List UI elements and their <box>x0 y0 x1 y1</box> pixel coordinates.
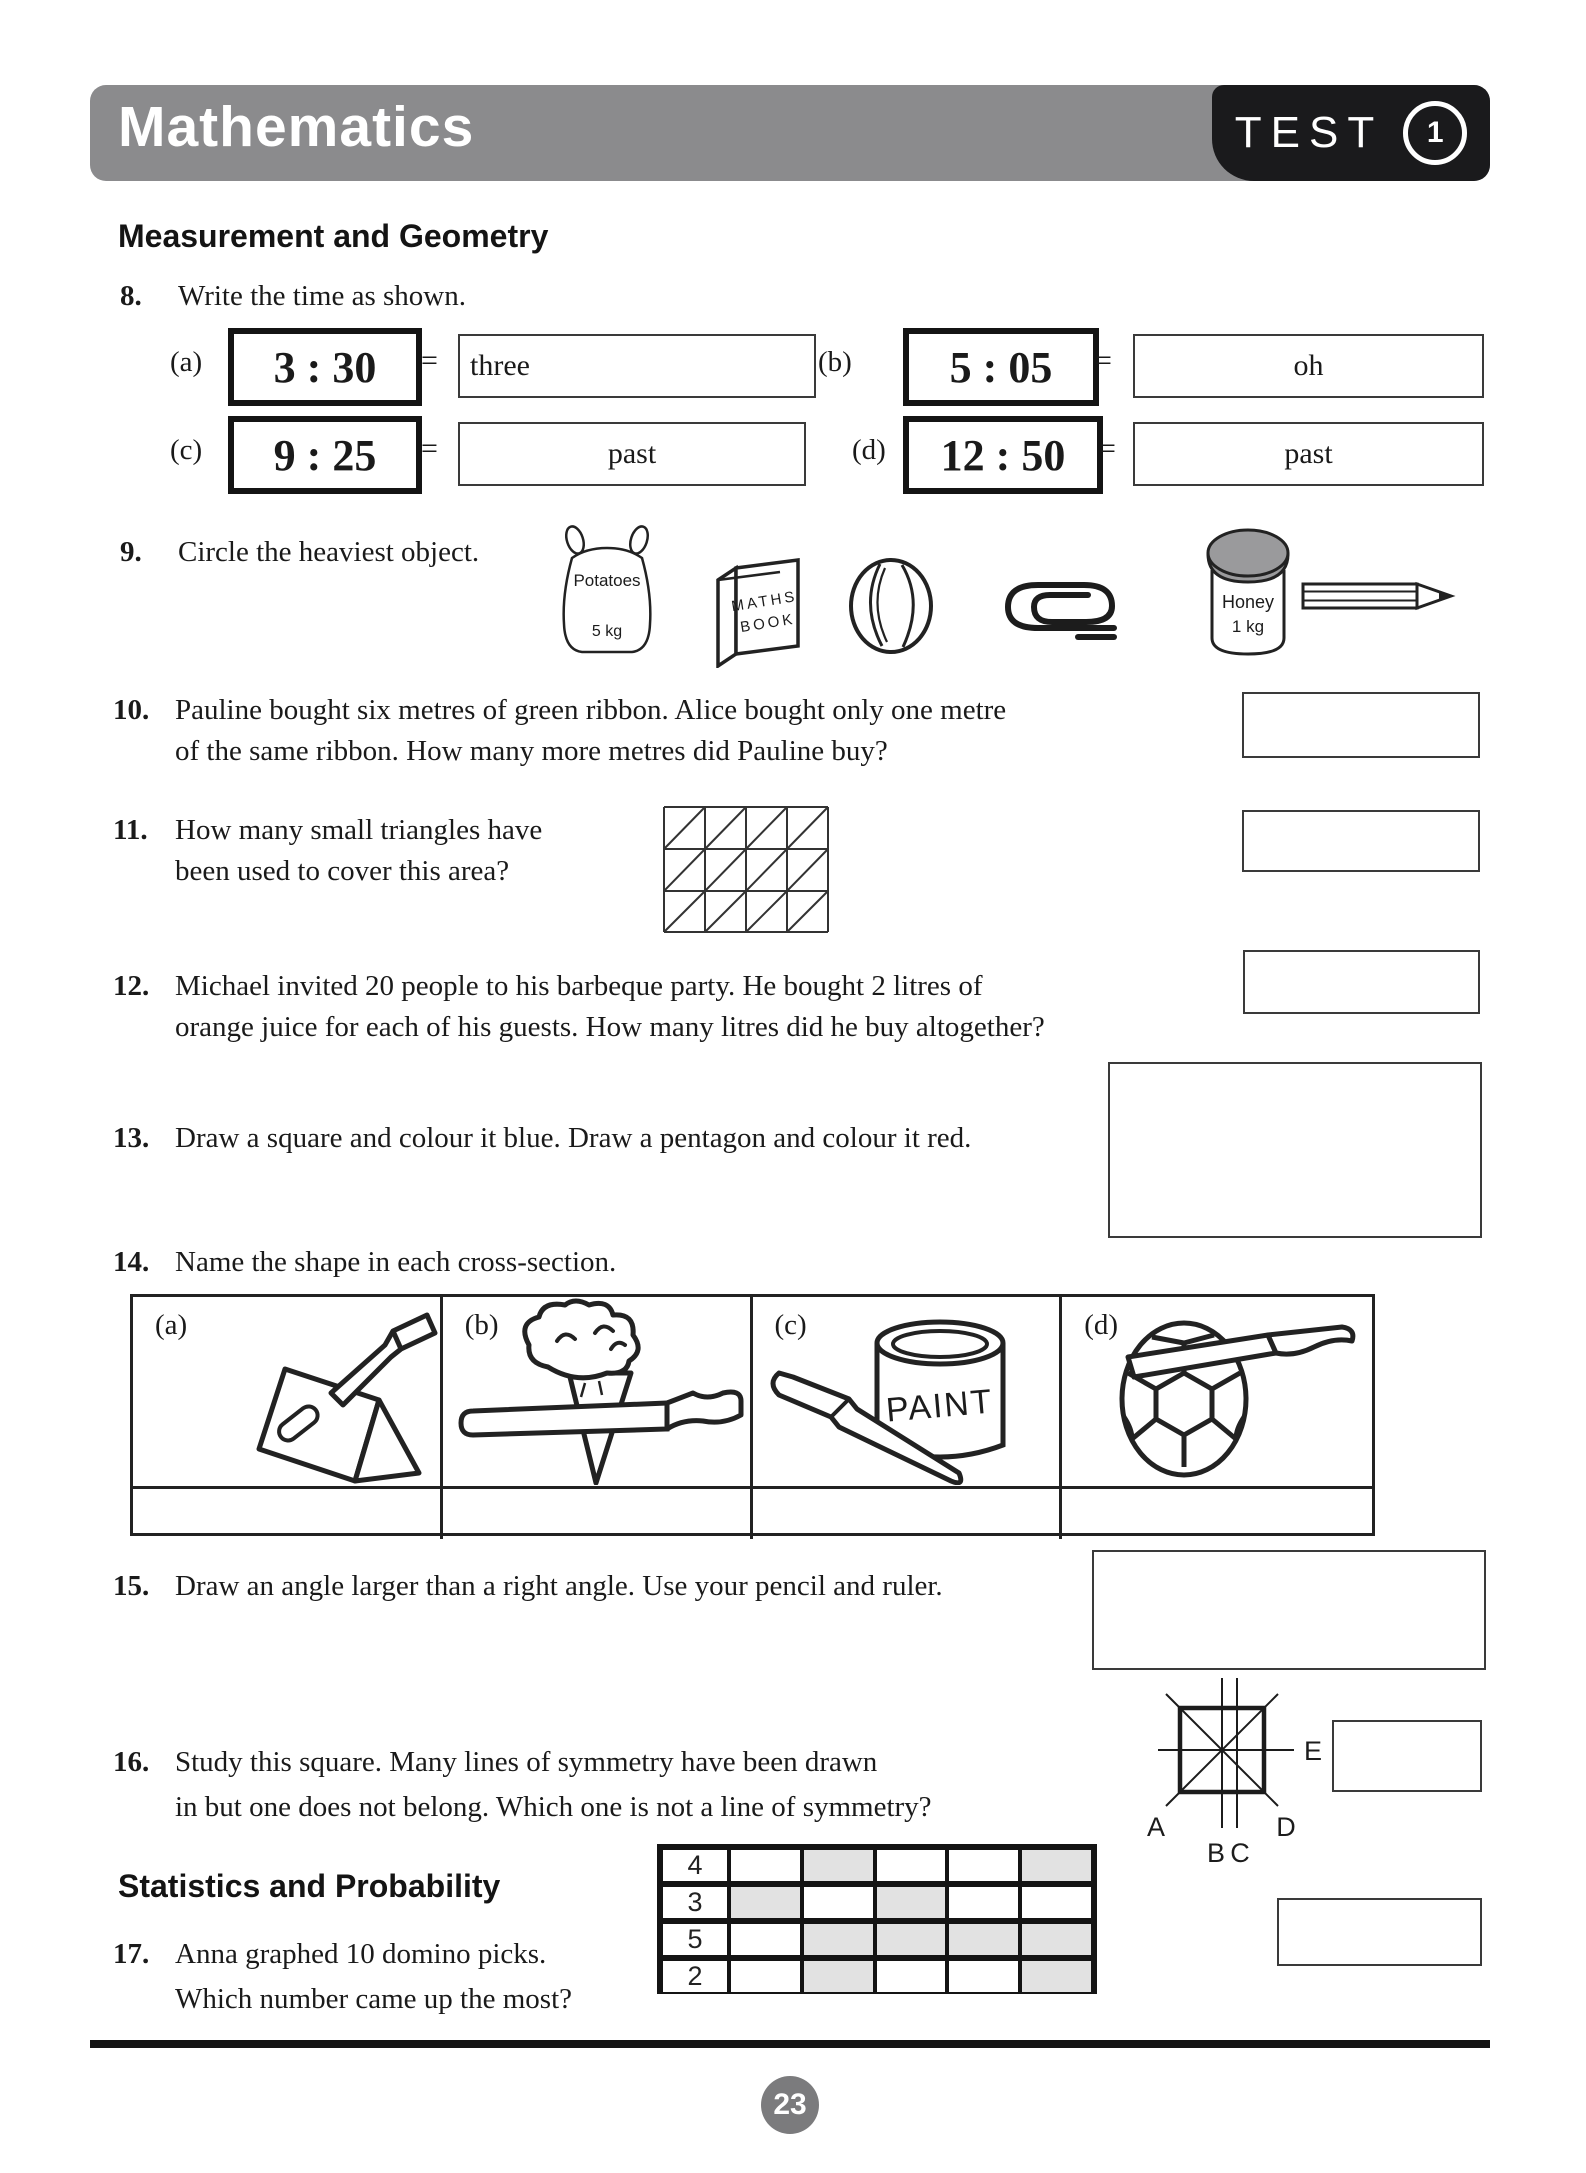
q8c-time-display: 9 : 25 <box>228 416 422 494</box>
q14-label-a: (a) <box>155 1309 188 1341</box>
paint-can-label: PAINT <box>883 1382 995 1430</box>
domino-grid-cell <box>1022 1887 1091 1918</box>
potatoes-bag-icon[interactable] <box>548 524 666 656</box>
test-badge <box>1212 85 1490 181</box>
honey-weight-label: 1 kg <box>1231 617 1265 636</box>
q15-drawing-box[interactable] <box>1092 1550 1486 1670</box>
q13-number: 13. <box>113 1122 150 1154</box>
domino-grid-row-label: 3 <box>663 1887 727 1918</box>
q14-prompt: Name the shape in each cross-section. <box>175 1246 617 1278</box>
q11-text-line2: been used to cover this area? <box>175 855 510 887</box>
q14-label-d: (d) <box>1084 1309 1119 1341</box>
symmetry-label-e: E <box>1304 1736 1323 1766</box>
q13-prompt: Draw a square and colour it blue. Draw a pentagon and colour it red. <box>175 1122 972 1154</box>
q17-answer-box[interactable] <box>1277 1898 1482 1966</box>
q17-text-line2: Which number came up the most? <box>175 1983 573 2015</box>
potatoes-weight-label: 5 kg <box>591 623 623 640</box>
domino-grid-cell <box>731 1850 800 1881</box>
cone-knife-figure <box>445 1297 750 1485</box>
domino-grid-cell-shaded <box>1022 1961 1091 1992</box>
domino-grid-cell <box>731 1924 800 1955</box>
q14-answer-d[interactable] <box>1062 1489 1372 1539</box>
q12-text-line1: Michael invited 20 people to his barbeque party. He bought 2 litres of <box>175 970 983 1002</box>
q8b-equals: = <box>1095 344 1112 377</box>
domino-grid-cell <box>731 1961 800 1992</box>
q8b-answer-box[interactable] <box>1133 334 1484 398</box>
book-title-line1: MATHS <box>730 588 799 616</box>
q16-number: 16. <box>113 1746 150 1778</box>
tennis-ball-icon[interactable] <box>846 556 936 656</box>
test-badge-label: TEST <box>1234 108 1384 157</box>
domino-grid-cell <box>877 1961 946 1992</box>
q8a-equals: = <box>421 344 438 377</box>
domino-grid-cell <box>804 1887 873 1918</box>
q9-prompt: Circle the heaviest object. <box>178 536 480 568</box>
domino-grid-cell-shaded <box>877 1924 946 1955</box>
domino-grid-cell-shaded <box>877 1887 946 1918</box>
q8c-answer-box[interactable] <box>458 422 806 486</box>
q14-cell-d <box>1062 1297 1372 1489</box>
triangle-grid-figure <box>663 806 829 933</box>
symmetry-label-b: B <box>1206 1838 1226 1868</box>
domino-grid-cell <box>877 1850 946 1881</box>
page-number-badge: 23 <box>761 2076 819 2134</box>
symmetry-square-figure <box>1128 1678 1363 1868</box>
symmetry-label-a: A <box>1146 1812 1166 1842</box>
q14-label-b: (b) <box>464 1309 499 1341</box>
soccer-ball-knife-figure <box>1064 1297 1369 1485</box>
q15-number: 15. <box>113 1570 150 1602</box>
q8c-label: (c) <box>170 434 203 466</box>
domino-grid-row-label: 5 <box>663 1924 727 1955</box>
q16-text-line1: Study this square. Many lines of symmetry have been drawn <box>175 1746 878 1778</box>
domino-grid-cell-shaded <box>1022 1924 1091 1955</box>
q12-number: 12. <box>113 970 150 1002</box>
header-banner <box>90 85 1490 181</box>
potatoes-label: Potatoes <box>573 571 641 590</box>
q9-number: 9. <box>120 536 142 568</box>
q17-text-line1: Anna graphed 10 domino picks. <box>175 1938 547 1970</box>
prism-knife-figure <box>135 1297 440 1485</box>
q16-text-line2: in but one does not belong. Which one is not a line of symmetry? <box>175 1791 932 1823</box>
domino-grid-cell-shaded <box>804 1924 873 1955</box>
q8a-answer-text: three <box>470 349 530 382</box>
q14-cell-a <box>133 1297 443 1489</box>
q14-cell-b <box>443 1297 753 1489</box>
q10-text-line1: Pauline bought six metres of green ribbon. Alice bought only one metre <box>175 694 1007 726</box>
q10-number: 10. <box>113 694 150 726</box>
maths-book-icon[interactable] <box>706 548 806 668</box>
q8b-answer-text: oh <box>1293 349 1324 382</box>
footer-rule <box>90 2040 1490 2048</box>
q8-prompt: Write the time as shown. <box>178 280 466 312</box>
domino-grid-cell-shaded <box>804 1850 873 1881</box>
domino-grid-row-label: 2 <box>663 1961 727 1992</box>
q17-number: 17. <box>113 1938 150 1970</box>
q8a-time-display: 3 : 30 <box>228 328 422 406</box>
honey-label: Honey <box>1221 592 1275 612</box>
q11-number: 11. <box>113 814 148 846</box>
page-title: Mathematics <box>118 95 475 159</box>
q12-answer-box[interactable] <box>1243 950 1480 1014</box>
q8b-label: (b) <box>818 346 852 378</box>
q8c-answer-text: past <box>607 437 657 470</box>
q15-prompt: Draw an angle larger than a right angle. Use your pencil and ruler. <box>175 1570 943 1602</box>
q10-answer-box[interactable] <box>1242 692 1480 758</box>
q14-answer-b[interactable] <box>443 1489 753 1539</box>
q8d-answer-text: past <box>1284 437 1333 470</box>
domino-grid-cell <box>949 1850 1018 1881</box>
symmetry-label-c: C <box>1230 1838 1250 1868</box>
q14-cross-section-table <box>130 1294 1375 1536</box>
test-number-circle: 1 <box>1403 101 1467 165</box>
q14-label-c: (c) <box>774 1309 807 1341</box>
book-title-line2: BOOK <box>739 610 797 637</box>
q14-answer-c[interactable] <box>753 1489 1063 1539</box>
pencil-icon[interactable] <box>1300 574 1458 618</box>
q8d-equals: = <box>1099 432 1116 465</box>
q12-text-line2: orange juice for each of his guests. How many litres did he buy altogether? <box>175 1011 1045 1043</box>
symmetry-label-d: D <box>1276 1812 1296 1842</box>
q8a-label: (a) <box>170 346 203 378</box>
domino-grid-cell-shaded <box>949 1924 1018 1955</box>
q8d-answer-box[interactable] <box>1133 422 1484 486</box>
q14-answer-a[interactable] <box>133 1489 443 1539</box>
section-heading-statistics: Statistics and Probability <box>118 1868 501 1904</box>
q16-answer-box[interactable] <box>1332 1720 1482 1792</box>
domino-grid-row-label: 4 <box>663 1850 727 1881</box>
q11-text-line1: How many small triangles have <box>175 814 543 846</box>
q13-drawing-box[interactable] <box>1108 1062 1482 1238</box>
paint-can-knife-figure <box>755 1297 1060 1485</box>
domino-grid-cell <box>949 1887 1018 1918</box>
q8d-time-display: 12 : 50 <box>903 416 1103 494</box>
domino-grid-cell-shaded <box>804 1961 873 1992</box>
q11-answer-box[interactable] <box>1242 810 1480 872</box>
domino-grid-cell-shaded <box>731 1887 800 1918</box>
paper-clip-icon[interactable] <box>988 570 1120 652</box>
q8d-label: (d) <box>852 434 886 466</box>
domino-grid-cell <box>949 1961 1018 1992</box>
section-heading-measurement: Measurement and Geometry <box>118 218 549 254</box>
q14-cell-c <box>753 1297 1063 1489</box>
q14-number: 14. <box>113 1246 150 1278</box>
domino-pick-graph <box>657 1844 1097 1994</box>
q8-number: 8. <box>120 280 142 312</box>
q8a-answer-box[interactable] <box>458 334 816 398</box>
q8c-equals: = <box>421 432 438 465</box>
honey-jar-icon[interactable] <box>1192 520 1304 660</box>
q10-text-line2: of the same ribbon. How many more metres did Pauline buy? <box>175 735 888 767</box>
q8b-time-display: 5 : 05 <box>903 328 1099 406</box>
domino-grid-cell-shaded <box>1022 1850 1091 1881</box>
